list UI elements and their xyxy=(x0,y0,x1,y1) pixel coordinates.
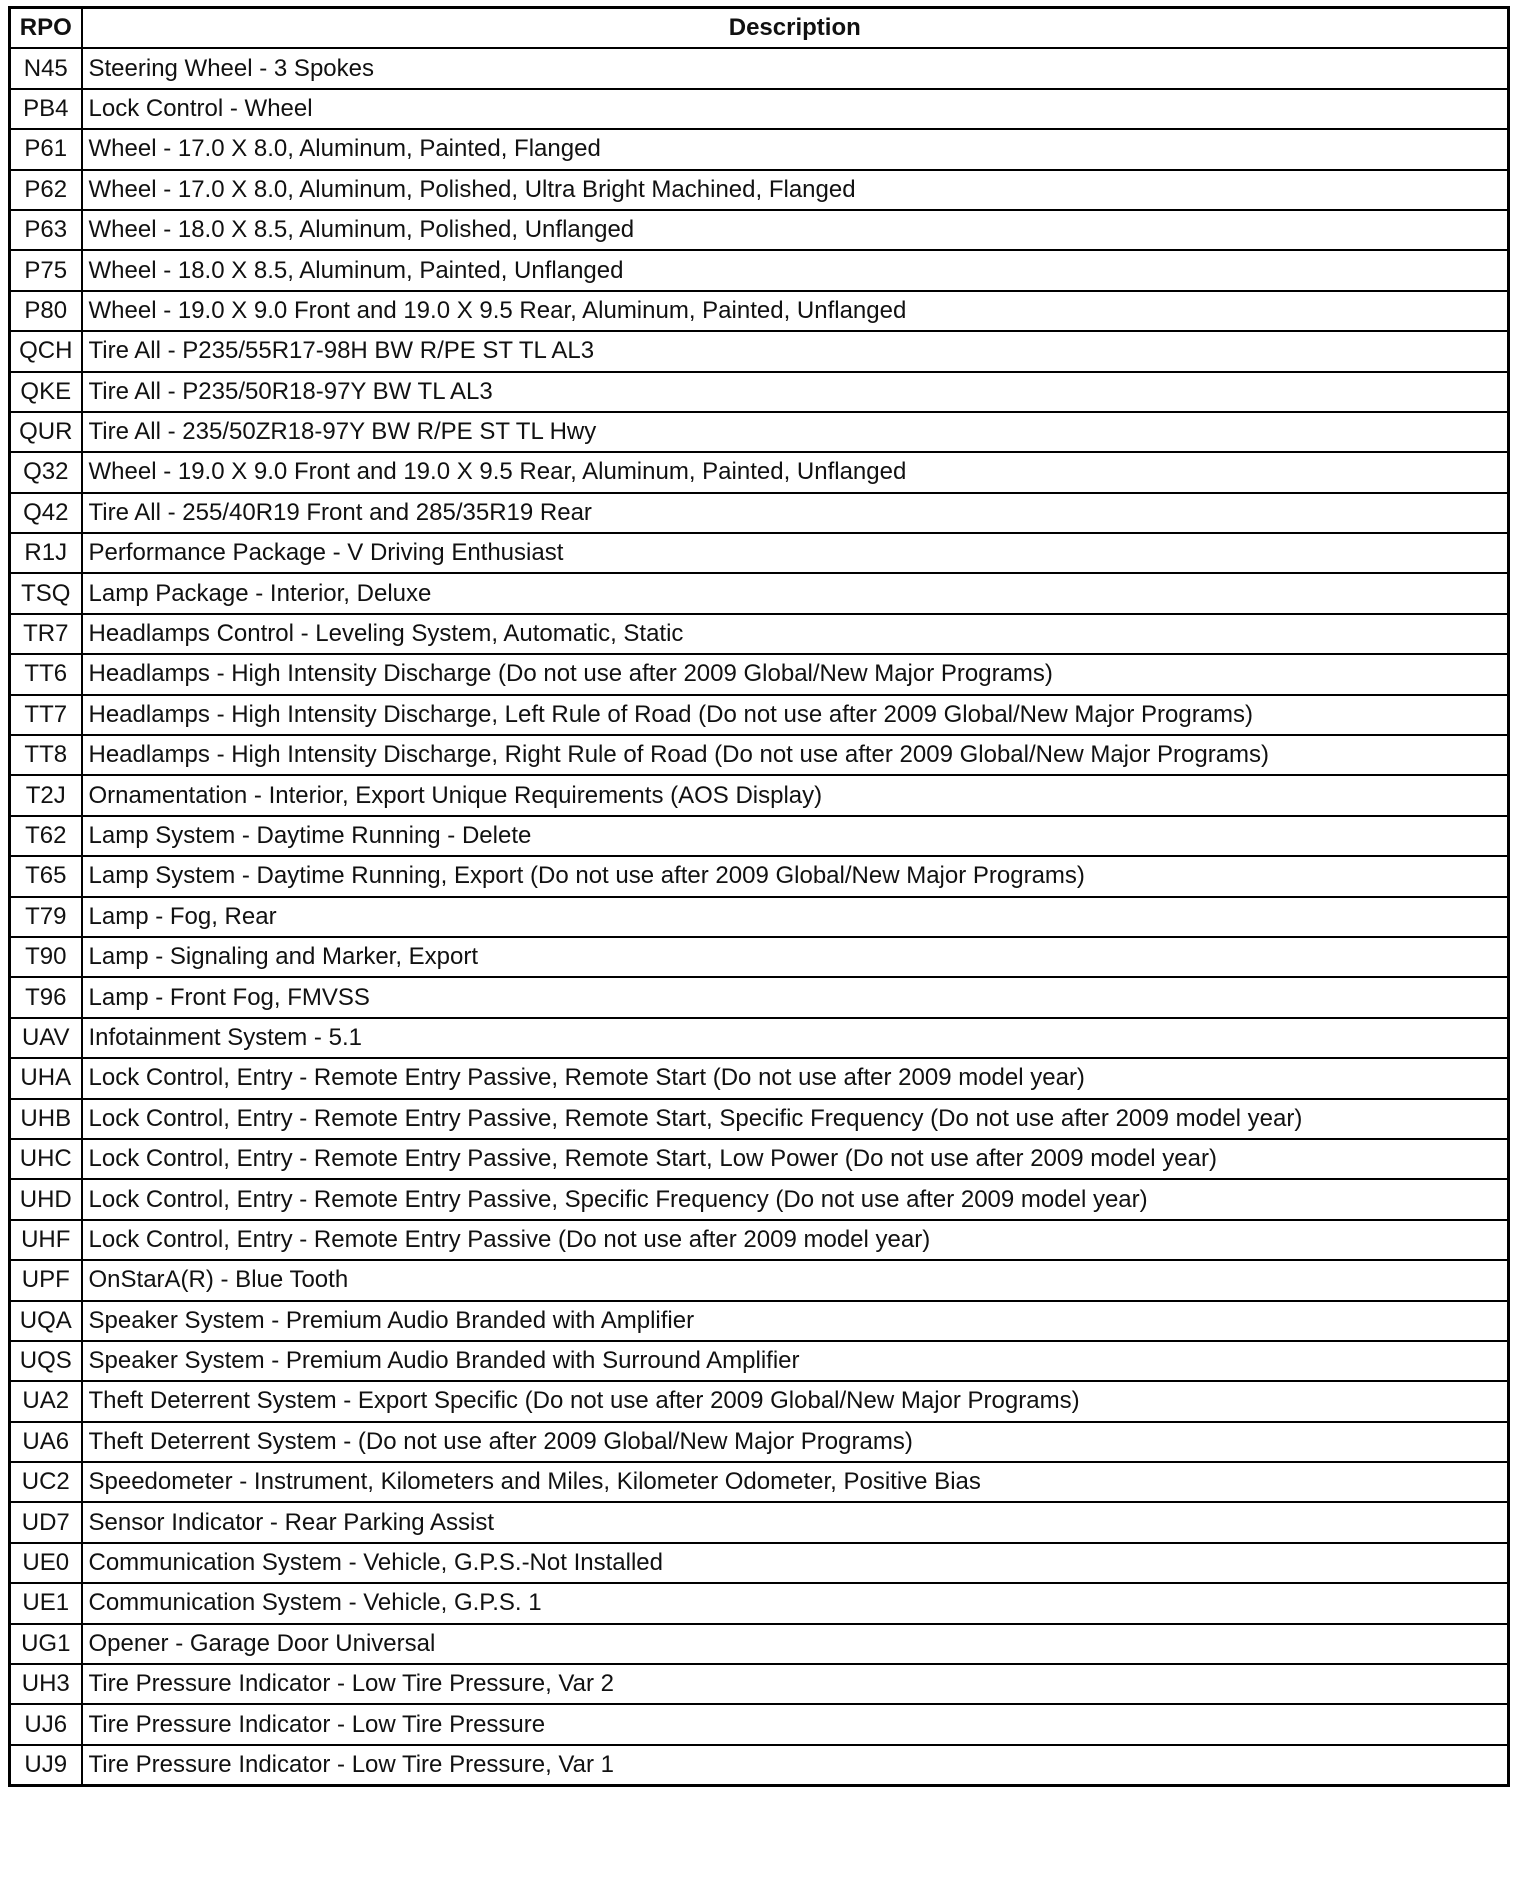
description-column-header: Description xyxy=(82,8,1509,49)
description-cell: Lock Control, Entry - Remote Entry Passive, Specific Frequency (Do not use after 2009 model year) xyxy=(82,1179,1509,1219)
description-cell: Steering Wheel - 3 Spokes xyxy=(82,48,1509,88)
rpo-code-cell: UJ9 xyxy=(10,1745,82,1786)
table-row xyxy=(10,452,1509,492)
rpo-code-cell: T2J xyxy=(10,775,82,815)
rpo-code-cell: T79 xyxy=(10,897,82,937)
table-row xyxy=(10,291,1509,331)
description-cell: Wheel - 19.0 X 9.0 Front and 19.0 X 9.5 Rear, Aluminum, Painted, Unflanged xyxy=(82,452,1509,492)
table-row xyxy=(10,89,1509,129)
rpo-code-cell: UH3 xyxy=(10,1664,82,1704)
table-row xyxy=(10,331,1509,371)
rpo-code-cell: P61 xyxy=(10,129,82,169)
description-cell: Lock Control, Entry - Remote Entry Passive (Do not use after 2009 model year) xyxy=(82,1220,1509,1260)
description-cell: Opener - Garage Door Universal xyxy=(82,1624,1509,1664)
table-row xyxy=(10,1664,1509,1704)
description-cell: Lamp Package - Interior, Deluxe xyxy=(82,573,1509,613)
table-row xyxy=(10,372,1509,412)
table-row xyxy=(10,1018,1509,1058)
table-row xyxy=(10,1624,1509,1664)
table-row xyxy=(10,856,1509,896)
rpo-code-cell: QCH xyxy=(10,331,82,371)
table-row xyxy=(10,654,1509,694)
table-row xyxy=(10,533,1509,573)
table-row xyxy=(10,897,1509,937)
rpo-code-cell: TT6 xyxy=(10,654,82,694)
table-row xyxy=(10,1583,1509,1623)
description-cell: Theft Deterrent System - (Do not use after 2009 Global/New Major Programs) xyxy=(82,1422,1509,1462)
rpo-code-cell: T65 xyxy=(10,856,82,896)
rpo-code-cell: P80 xyxy=(10,291,82,331)
rpo-code-cell: QUR xyxy=(10,412,82,452)
table-row xyxy=(10,1502,1509,1542)
table-row xyxy=(10,695,1509,735)
description-cell: Lock Control, Entry - Remote Entry Passive, Remote Start, Low Power (Do not use after 2009 model year) xyxy=(82,1139,1509,1179)
description-cell: Lock Control, Entry - Remote Entry Passive, Remote Start, Specific Frequency (Do not use after 2009 model year) xyxy=(82,1099,1509,1139)
rpo-code-cell: P63 xyxy=(10,210,82,250)
description-cell: Infotainment System - 5.1 xyxy=(82,1018,1509,1058)
description-cell: Headlamps - High Intensity Discharge, Right Rule of Road (Do not use after 2009 Global/New Major Programs) xyxy=(82,735,1509,775)
table-row xyxy=(10,1139,1509,1179)
rpo-code-cell: UHF xyxy=(10,1220,82,1260)
description-cell: Speaker System - Premium Audio Branded with Surround Amplifier xyxy=(82,1341,1509,1381)
description-cell: Tire All - P235/50R18-97Y BW TL AL3 xyxy=(82,372,1509,412)
description-cell: Lamp - Fog, Rear xyxy=(82,897,1509,937)
table-row xyxy=(10,735,1509,775)
rpo-code-cell: UHB xyxy=(10,1099,82,1139)
table-row xyxy=(10,1301,1509,1341)
rpo-code-cell: UQS xyxy=(10,1341,82,1381)
rpo-code-cell: UHD xyxy=(10,1179,82,1219)
rpo-code-cell: UHC xyxy=(10,1139,82,1179)
table-row xyxy=(10,250,1509,290)
table-row xyxy=(10,1543,1509,1583)
rpo-code-cell: Q32 xyxy=(10,452,82,492)
description-cell: Lamp System - Daytime Running - Delete xyxy=(82,816,1509,856)
rpo-code-cell: UJ6 xyxy=(10,1704,82,1744)
table-row xyxy=(10,1462,1509,1502)
description-cell: Lock Control - Wheel xyxy=(82,89,1509,129)
table-row xyxy=(10,977,1509,1017)
rpo-code-cell: T90 xyxy=(10,937,82,977)
rpo-code-cell: UD7 xyxy=(10,1502,82,1542)
table-body xyxy=(10,48,1509,1785)
description-cell: Tire All - P235/55R17-98H BW R/PE ST TL AL3 xyxy=(82,331,1509,371)
description-cell: Sensor Indicator - Rear Parking Assist xyxy=(82,1502,1509,1542)
table-row xyxy=(10,1179,1509,1219)
description-cell: Theft Deterrent System - Export Specific (Do not use after 2009 Global/New Major Programs) xyxy=(82,1381,1509,1421)
header-row xyxy=(10,8,1509,49)
table-row xyxy=(10,1220,1509,1260)
rpo-code-cell: UAV xyxy=(10,1018,82,1058)
table-row xyxy=(10,1099,1509,1139)
rpo-code-cell: P75 xyxy=(10,250,82,290)
description-cell: Wheel - 17.0 X 8.0, Aluminum, Polished, Ultra Bright Machined, Flanged xyxy=(82,170,1509,210)
rpo-code-cell: UE0 xyxy=(10,1543,82,1583)
description-cell: Wheel - 19.0 X 9.0 Front and 19.0 X 9.5 Rear, Aluminum, Painted, Unflanged xyxy=(82,291,1509,331)
table-row xyxy=(10,1745,1509,1786)
description-cell: Performance Package - V Driving Enthusiast xyxy=(82,533,1509,573)
description-cell: Communication System - Vehicle, G.P.S.-Not Installed xyxy=(82,1543,1509,1583)
rpo-code-cell: R1J xyxy=(10,533,82,573)
description-cell: Wheel - 18.0 X 8.5, Aluminum, Painted, Unflanged xyxy=(82,250,1509,290)
table-row xyxy=(10,210,1509,250)
description-cell: Tire All - 255/40R19 Front and 285/35R19 Rear xyxy=(82,493,1509,533)
rpo-code-cell: UG1 xyxy=(10,1624,82,1664)
rpo-code-cell: UQA xyxy=(10,1301,82,1341)
rpo-code-cell: UA6 xyxy=(10,1422,82,1462)
rpo-code-cell: QKE xyxy=(10,372,82,412)
description-cell: Tire Pressure Indicator - Low Tire Pressure xyxy=(82,1704,1509,1744)
rpo-code-cell: PB4 xyxy=(10,89,82,129)
rpo-code-cell: UC2 xyxy=(10,1462,82,1502)
rpo-column-header: RPO xyxy=(10,8,82,49)
rpo-code-cell: UHA xyxy=(10,1058,82,1098)
description-cell: Ornamentation - Interior, Export Unique Requirements (AOS Display) xyxy=(82,775,1509,815)
description-cell: Lamp - Signaling and Marker, Export xyxy=(82,937,1509,977)
table-row xyxy=(10,1058,1509,1098)
table-row xyxy=(10,937,1509,977)
rpo-code-cell: Q42 xyxy=(10,493,82,533)
table-row xyxy=(10,412,1509,452)
table-row xyxy=(10,1260,1509,1300)
description-cell: Wheel - 17.0 X 8.0, Aluminum, Painted, Flanged xyxy=(82,129,1509,169)
description-cell: Wheel - 18.0 X 8.5, Aluminum, Polished, Unflanged xyxy=(82,210,1509,250)
table-row xyxy=(10,1381,1509,1421)
rpo-code-cell: N45 xyxy=(10,48,82,88)
description-cell: Headlamps - High Intensity Discharge, Left Rule of Road (Do not use after 2009 Global/New Major Programs) xyxy=(82,695,1509,735)
description-cell: Speedometer - Instrument, Kilometers and Miles, Kilometer Odometer, Positive Bias xyxy=(82,1462,1509,1502)
rpo-code-cell: TT7 xyxy=(10,695,82,735)
rpo-code-cell: UPF xyxy=(10,1260,82,1300)
description-cell: Lamp System - Daytime Running, Export (Do not use after 2009 Global/New Major Programs) xyxy=(82,856,1509,896)
table-row xyxy=(10,614,1509,654)
rpo-code-cell: TT8 xyxy=(10,735,82,775)
description-cell: Lamp - Front Fog, FMVSS xyxy=(82,977,1509,1017)
description-cell: Speaker System - Premium Audio Branded with Amplifier xyxy=(82,1301,1509,1341)
description-cell: Tire Pressure Indicator - Low Tire Pressure, Var 1 xyxy=(82,1745,1509,1786)
rpo-code-cell: TR7 xyxy=(10,614,82,654)
table-row xyxy=(10,775,1509,815)
table-row xyxy=(10,129,1509,169)
rpo-code-cell: UA2 xyxy=(10,1381,82,1421)
rpo-code-cell: T62 xyxy=(10,816,82,856)
table-row xyxy=(10,573,1509,613)
description-cell: Lock Control, Entry - Remote Entry Passive, Remote Start (Do not use after 2009 model year) xyxy=(82,1058,1509,1098)
description-cell: Tire Pressure Indicator - Low Tire Pressure, Var 2 xyxy=(82,1664,1509,1704)
table-row xyxy=(10,1422,1509,1462)
description-cell: Communication System - Vehicle, G.P.S. 1 xyxy=(82,1583,1509,1623)
rpo-code-cell: T96 xyxy=(10,977,82,1017)
description-cell: OnStarA(R) - Blue Tooth xyxy=(82,1260,1509,1300)
rpo-code-cell: UE1 xyxy=(10,1583,82,1623)
table-row xyxy=(10,493,1509,533)
rpo-code-cell: P62 xyxy=(10,170,82,210)
table-row xyxy=(10,48,1509,88)
table-row xyxy=(10,1341,1509,1381)
description-cell: Tire All - 235/50ZR18-97Y BW R/PE ST TL Hwy xyxy=(82,412,1509,452)
rpo-table xyxy=(8,6,1510,1787)
description-cell: Headlamps Control - Leveling System, Automatic, Static xyxy=(82,614,1509,654)
table-row xyxy=(10,816,1509,856)
table-row xyxy=(10,170,1509,210)
rpo-code-cell: TSQ xyxy=(10,573,82,613)
description-cell: Headlamps - High Intensity Discharge (Do not use after 2009 Global/New Major Programs) xyxy=(82,654,1509,694)
table-row xyxy=(10,1704,1509,1744)
